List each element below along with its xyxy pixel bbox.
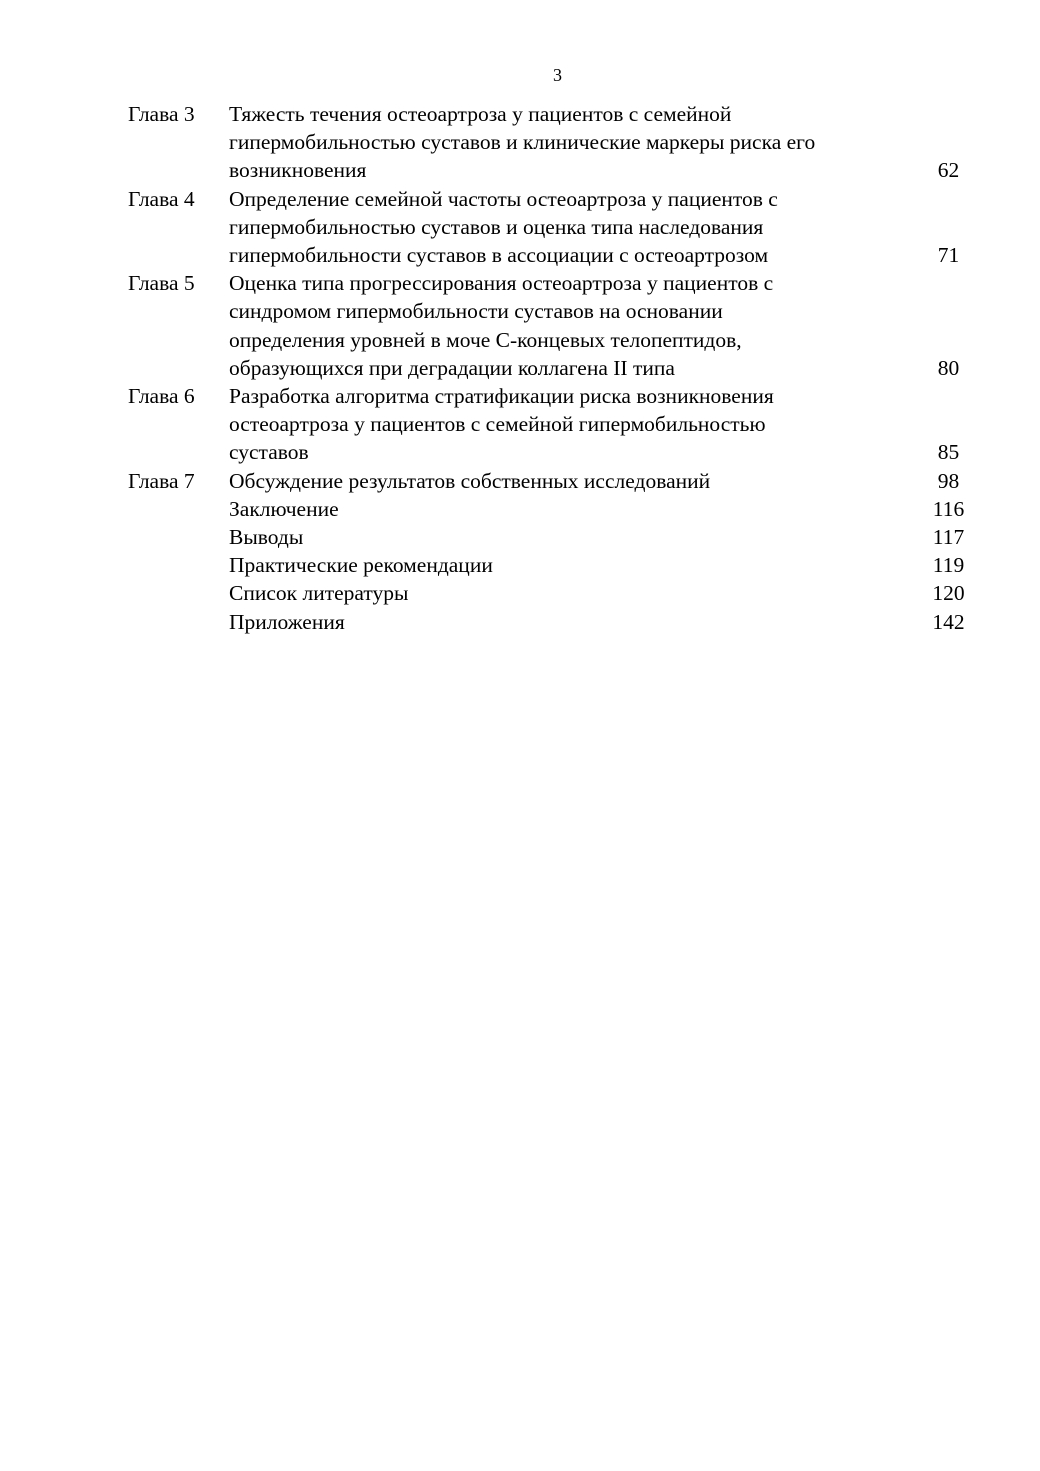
page-number: 3 (553, 65, 562, 85)
toc-entry-page: 98 (937, 468, 960, 493)
toc-entry (128, 467, 988, 495)
toc-entry-title: Разработка алгоритма стратификации риска возникновения остеоартроза у пациентов с семейной гипермобильностью суставов (229, 384, 774, 465)
toc-entry-page: 80 (937, 355, 960, 380)
toc-entry-title: Практические рекомендации (229, 553, 493, 578)
toc-entry-chapter: Глава 6 (128, 384, 195, 409)
toc-entry-chapter: Глава 3 (128, 102, 195, 126)
toc-entry (128, 269, 988, 382)
toc-entry (128, 523, 988, 551)
toc-entry-chapter: Глава 4 (128, 186, 195, 211)
toc-entry-page: 62 (937, 158, 960, 183)
toc-entry-title: Приложения (229, 609, 345, 634)
toc-entry-title: Заключение (229, 496, 339, 521)
toc-entry-title: Обсуждение результатов собственных исследований (229, 468, 711, 493)
toc-entry-page: 85 (937, 440, 960, 465)
toc-entry-page: 119 (932, 553, 965, 578)
toc-entry-title: Выводы (229, 525, 304, 550)
toc-entry-title: Список литературы (229, 581, 409, 606)
toc-entry-page: 142 (932, 609, 965, 634)
toc-entry (128, 185, 988, 270)
toc-entry-page: 116 (932, 496, 965, 521)
toc-entry-page: 117 (932, 525, 965, 550)
toc-entry (128, 382, 988, 467)
toc-entry (128, 579, 988, 607)
toc-entry-chapter: Глава 5 (128, 271, 195, 296)
toc-entry (128, 100, 988, 185)
toc-entry-title: Определение семейной частоты остеоартроза у пациентов с гипермобильностью суставов и оценка типа наследования гипермобильности суставов в ассоциации с остеоартрозом (229, 186, 778, 268)
toc-entry (128, 608, 988, 636)
toc-entry-title: Тяжесть течения остеоартроза у пациентов с семейной гипермобильностью суставов и клинические маркеры риска его возникновения (229, 102, 816, 183)
toc-entry-title: Оценка типа прогрессирования остеоартроза у пациентов с синдромом гипермобильности суставов на основании определения уровней в моче С-концевых телопептидов, образующихся при деградации коллагена II типа (229, 271, 774, 380)
toc-entry-chapter: Глава 7 (128, 468, 195, 493)
table-of-contents (128, 100, 988, 636)
toc-entry (128, 495, 988, 523)
toc-entry-page: 120 (932, 581, 965, 606)
toc-entry (128, 551, 988, 579)
toc-entry-page: 71 (937, 243, 960, 268)
